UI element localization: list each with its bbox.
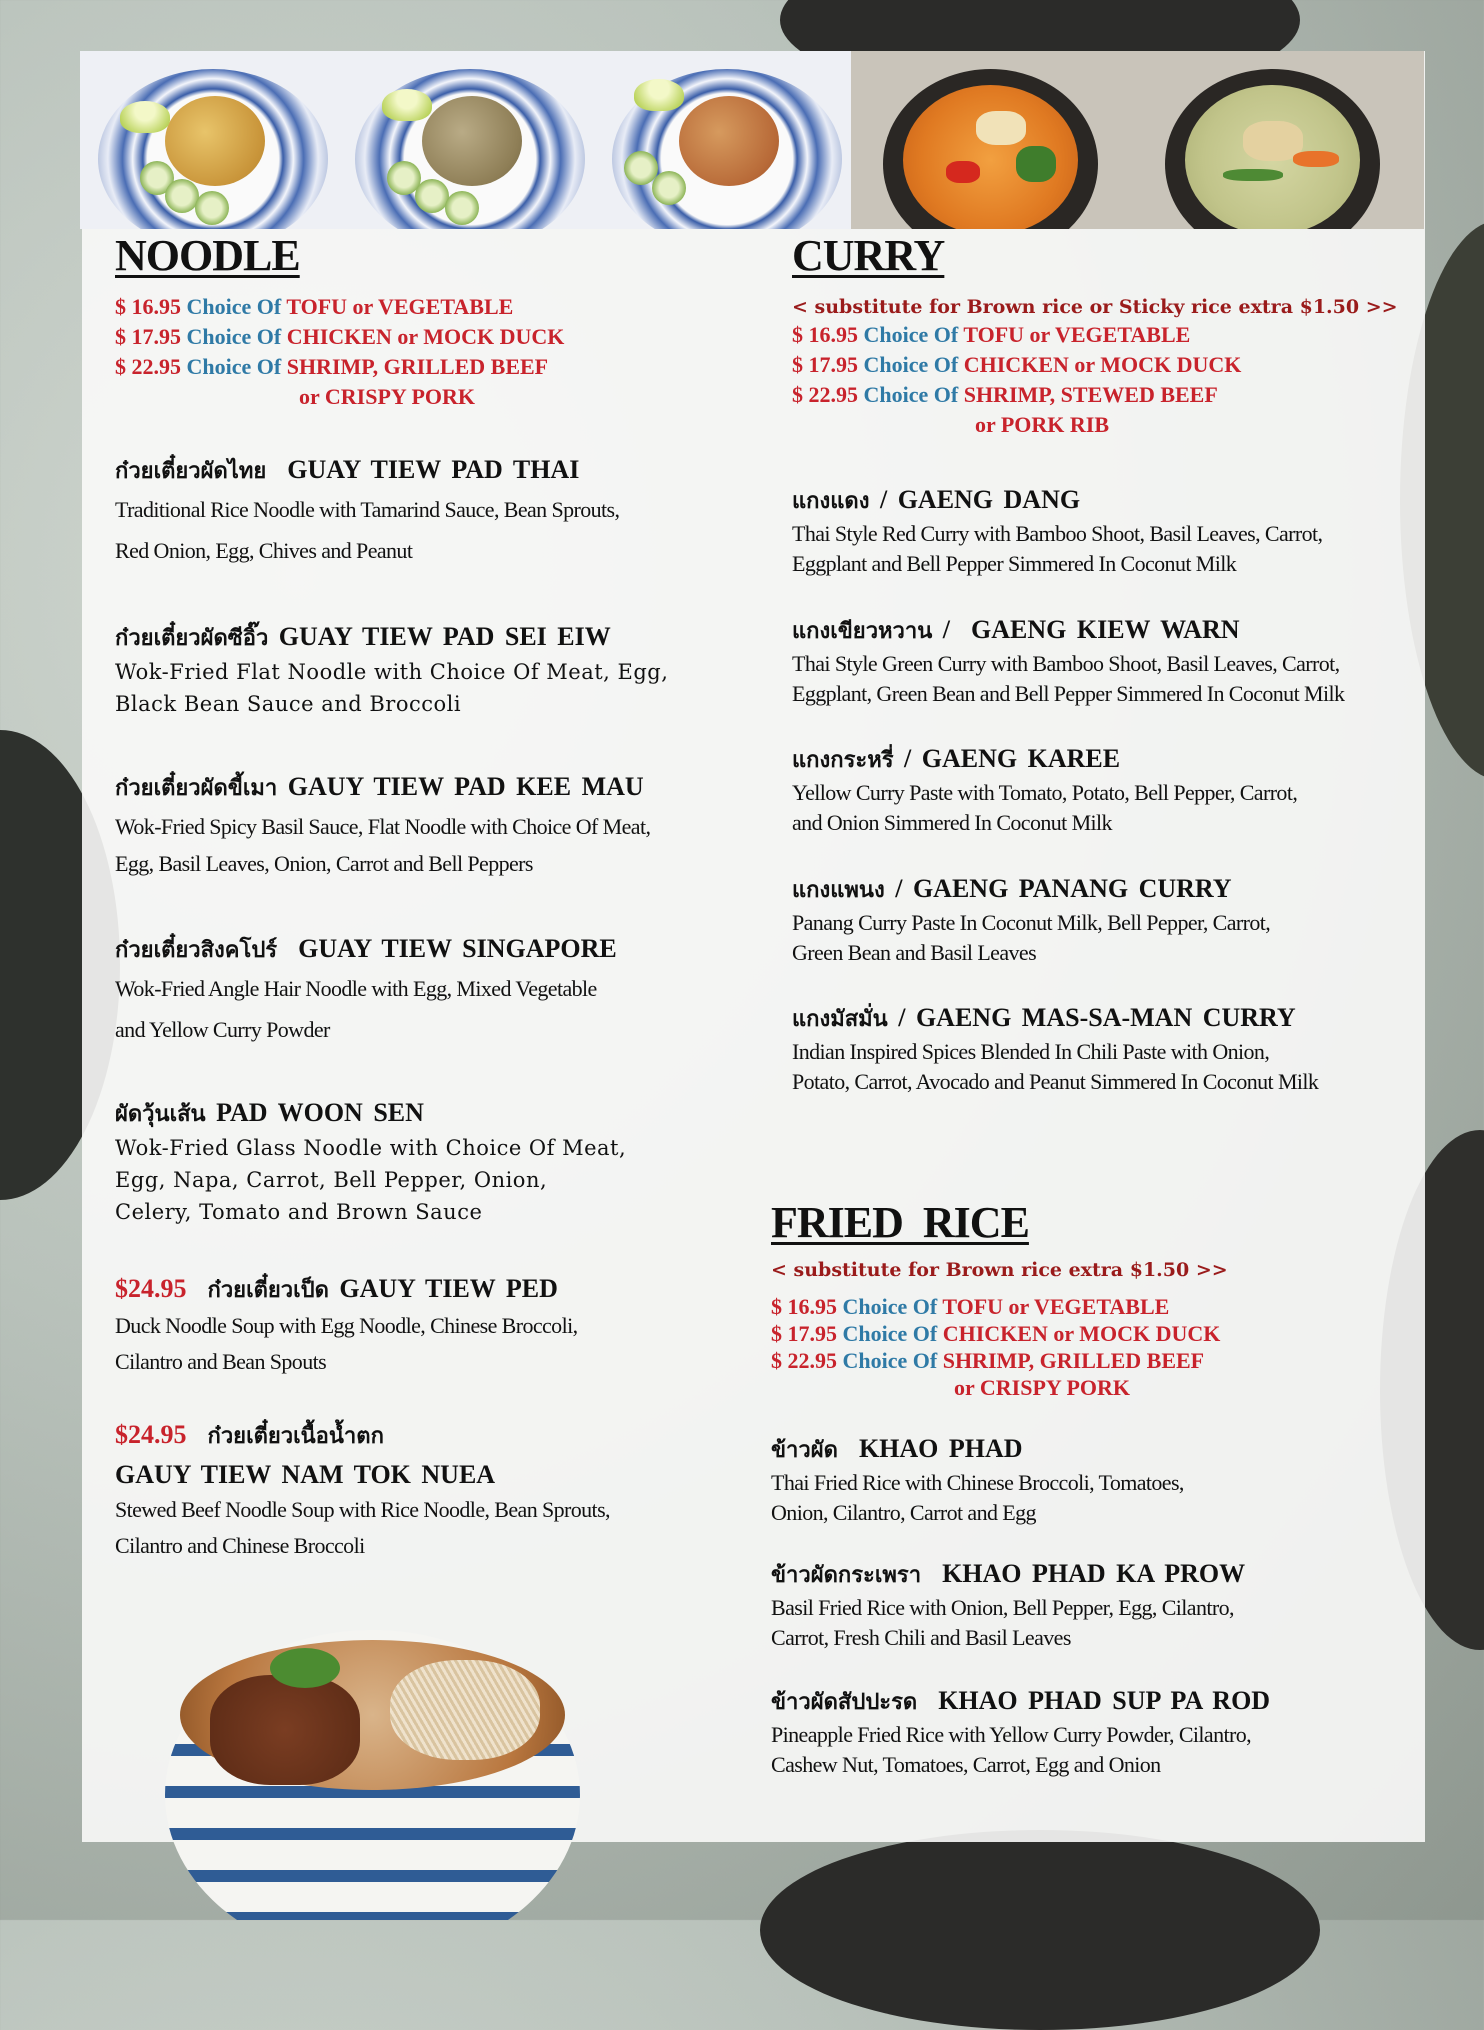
curry-substitute-note: < substitute for Brown rice or Sticky rice extra $1.50 >> [792,296,1398,318]
menu-item-gaeng-panang: แกงแพนง / GAENG PANANG CURRY Panang Curry Paste In Coconut Milk, Bell Pepper, Carrot, Green Bean and Basil Leaves [792,874,1271,965]
menu-item-gaeng-kiew-warn: แกงเขียวหวาน / GAENG KIEW WARN Thai Style Green Curry with Bamboo Shoot, Basil Leaves, Carrot, Eggplant, Green Bean and Bell Pepper Simmered In Coconut Milk [792,615,1345,706]
menu-item-nam-tok-nuea: $24.95 ก๋วยเตี๋ยวเนื้อน้ำตก GAUY TIEW NAM TOK NUEA Stewed Beef Noodle Soup with Rice Noodle, Bean Sprouts, Cilantro and Chinese Broccoli [115,1420,610,1558]
noodle-price-tier-2: $ 17.95 Choice Of CHICKEN or MOCK DUCK [115,324,565,349]
menu-item-gaeng-karee: แกงกระหรี่ / GAENG KAREE Yellow Curry Paste with Tomato, Potato, Bell Pepper, Carrot, and Onion Simmered In Coconut Milk [792,744,1298,835]
food-photo-strip [80,51,1427,229]
fried-rice-photo [80,51,337,229]
fried-rice-price-tier-2: $ 17.95 Choice Of CHICKEN or MOCK DUCK [771,1321,1221,1346]
menu-item-gauy-tiew-ped: $24.95 ก๋วยเตี๋ยวเป็ด GAUY TIEW PED Duck Noodle Soup with Egg Noodle, Chinese Broccoli, Cilantro and Bean Spouts [115,1274,578,1374]
fried-rice-price-tier-3: $ 22.95 Choice Of SHRIMP, GRILLED BEEF [771,1348,1205,1373]
menu-item-khao-phad: ข้าวผัด KHAO PHAD Thai Fried Rice with Chinese Broccoli, Tomatoes, Onion, Cilantro, Carrot and Egg [771,1434,1184,1525]
noodle-title: NOODLE [115,231,300,280]
noodle-price-tier-3: $ 22.95 Choice Of SHRIMP, GRILLED BEEF [115,354,549,379]
menu-item-pad-kee-mau: ก๋วยเตี๋ยวผัดขี้เมา GAUY TIEW PAD KEE MAU Wok-Fried Spicy Basil Sauce, Flat Noodle with Choice Of Meat, Egg, Basil Leaves, Onion, Carrot and Bell Peppers [115,772,651,876]
menu-item-khao-phad-ka-prow: ข้าวผัดกระเพรา KHAO PHAD KA PROW Basil Fried Rice with Onion, Bell Pepper, Egg, Cilantro, Carrot, Fresh Chili and Basil Leaves [771,1559,1246,1650]
noodle-price-tier-1: $ 16.95 Choice Of TOFU or VEGETABLE [115,294,514,319]
background-dish-bottom [760,1830,1320,2030]
menu-item-gaeng-massaman: แกงมัสมั่น / GAENG MAS-SA-MAN CURRY Indian Inspired Spices Blended In Chili Paste with Onion, Potato, Carrot, Avocado and Peanut Simmered In Coconut Milk [792,1003,1319,1094]
menu-item-gaeng-dang: แกงแดง / GAENG DANG Thai Style Red Curry with Bamboo Shoot, Basil Leaves, Carrot, Eggplant and Bell Pepper Simmered In Coconut Milk [792,485,1323,576]
menu-item-pad-thai: ก๋วยเตี๋ยวผัดไทย GUAY TIEW PAD THAI Traditional Rice Noodle with Tamarind Sauce, Bean Sprouts, Red Onion, Egg, Chives and Peanut [115,455,620,563]
curry-title: CURRY [792,231,945,280]
fried-rice-section [771,1195,1401,1777]
fried-rice-title: FRIED RICE [771,1198,1029,1247]
fried-rice-price-tier-1: $ 16.95 Choice Of TOFU or VEGETABLE [771,1294,1170,1319]
curry-price-tier-1: $ 16.95 Choice Of TOFU or VEGETABLE [792,322,1191,347]
fried-rice-substitute-note: < substitute for Brown rice extra $1.50 >> [771,1259,1228,1281]
beef-noodle-soup-photo [160,1620,585,1920]
curry-section [792,228,1412,1094]
noodle-section [115,228,725,1558]
menu-item-pad-sei-eiw: ก๋วยเตี๋ยวผัดซีอิ๊ว GUAY TIEW PAD SEI EIW Wok-Fried Flat Noodle with Choice Of Meat, Egg, Black Bean Sauce and Broccoli [115,622,669,716]
fried-rice-price-cont: or CRISPY PORK [954,1375,1130,1400]
menu-item-singapore: ก๋วยเตี๋ยวสิงคโปร์ GUAY TIEW SINGAPORE Wok-Fried Angle Hair Noodle with Egg, Mixed Vegetable and Yellow Curry Powder [115,934,617,1042]
curry-price-cont: or PORK RIB [975,412,1110,437]
curry-price-tier-3: $ 22.95 Choice Of SHRIMP, STEWED BEEF [792,382,1218,407]
noodle-price-cont: or CRISPY PORK [299,384,475,409]
tomato-fried-rice-photo [594,51,851,229]
menu-item-khao-phad-sup-pa-rod: ข้าวผัดสัปปะรด KHAO PHAD SUP PA ROD Pineapple Fried Rice with Yellow Curry Powder, Cilantro, Cashew Nut, Tomatoes, Carrot, Egg and Onion [771,1686,1271,1777]
red-curry-photo [851,51,1133,229]
menu-item-pad-woon-sen: ผัดวุ้นเส้น PAD WOON SEN Wok-Fried Glass Noodle with Choice Of Meat, Egg, Napa, Carrot, Bell Pepper, Onion, Celery, Tomato and Brown Sauce [115,1098,627,1224]
basil-fried-rice-photo [337,51,594,229]
green-curry-photo [1133,51,1424,229]
curry-price-tier-2: $ 17.95 Choice Of CHICKEN or MOCK DUCK [792,352,1242,377]
